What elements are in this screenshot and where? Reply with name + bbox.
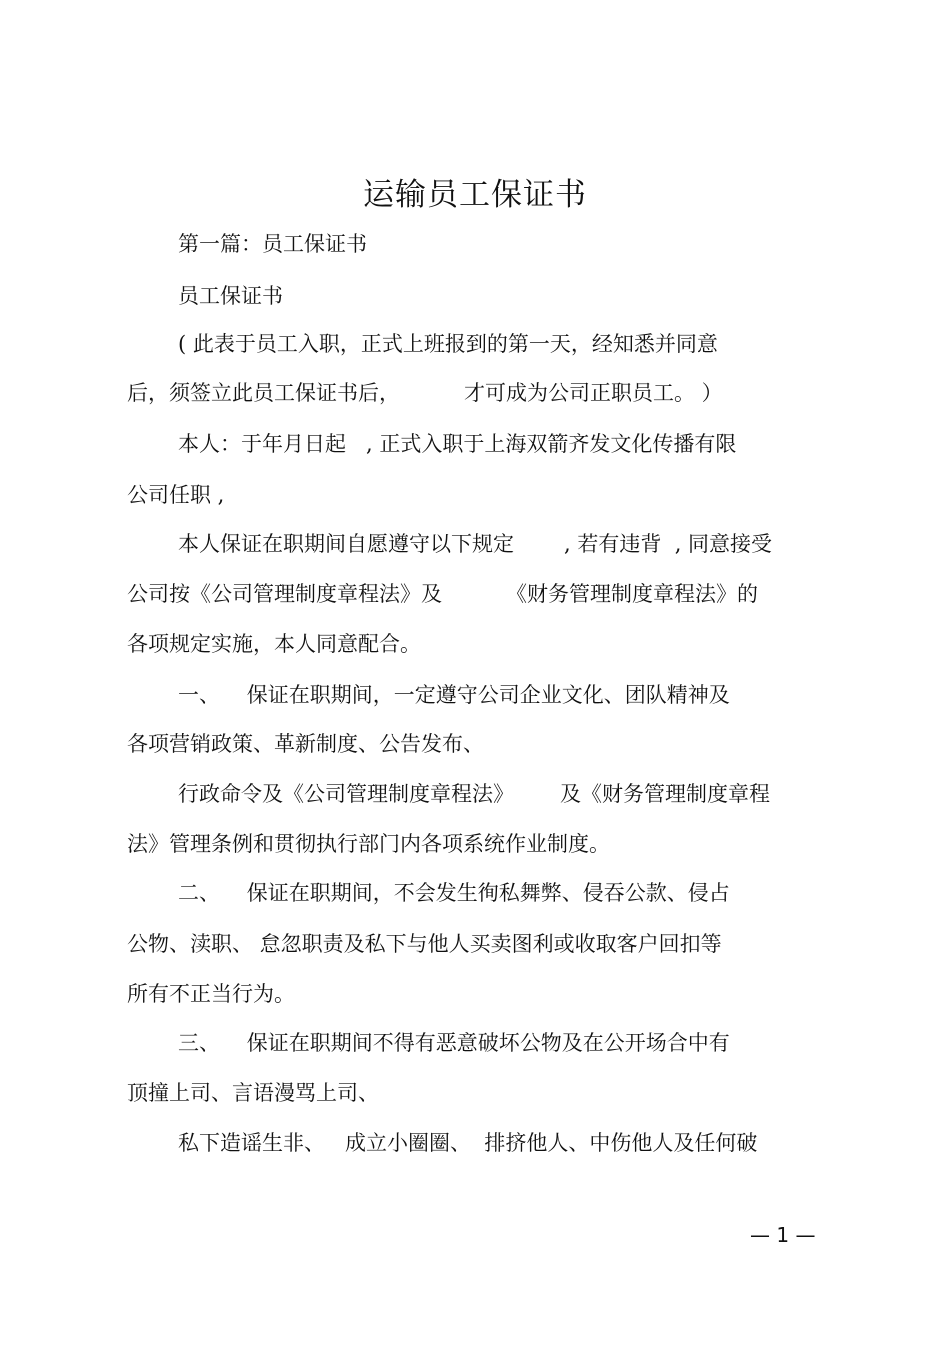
text-segment: 及《财务管理制度章程 [560,782,770,806]
text-line: 各项规定实施，本人同意配合。 [127,632,421,656]
text-line: 顶撞上司、言语漫骂上司、 [127,1081,379,1105]
clause-one: 一、 保证在职期间，一定遵守公司企业文化、团队精神及 [178,683,730,707]
text-line [178,779,770,809]
text-line: 私下造谣生非、 成立小圈圈、 排挤他人、中伤他人及任何破 [178,1131,758,1155]
text-segment: 本人保证在职期间自愿遵守以下规定 [178,532,514,556]
text-line: 所有不正当行为。 [127,982,295,1006]
text-line: 法》管理条例和贯彻执行部门内各项系统作业制度。 [127,832,610,856]
text-segment: 才可成为公司正职员工。 ） [464,381,723,405]
clause-three: 三、 保证在职期间不得有恶意破坏公物及在公开场合中有 [178,1031,730,1055]
section-heading: 员工保证书 [178,284,283,308]
text-line: ( 此表于员工入职，正式上班报到的第一天，经知悉并同意 [178,332,718,356]
text-segment: 后，须签立此员工保证书后， [127,381,400,405]
text-line [178,529,772,559]
text-segment: 公司按《公司管理制度章程法》及 [127,582,442,606]
text-segment: 《财务管理制度章程法》的 [506,582,758,606]
document-title: 运输员工保证书 [363,177,587,213]
text-line: 各项营销政策、革新制度、公告发布、 [127,732,484,756]
clause-two: 二、 保证在职期间，不会发生徇私舞弊、侵吞公款、侵占 [178,881,730,905]
text-line [127,579,758,609]
text-line [127,378,723,408]
page-number: — 1 — [750,1223,816,1247]
text-line: 公物、渎职、 怠忽职责及私下与他人买卖图利或收取客户回扣等 [127,932,722,956]
chapter-heading: 第一篇：员工保证书 [178,232,367,256]
text-segment: 行政命令及《公司管理制度章程法》 [178,782,514,806]
text-line: 本人：于年月日起 , 正式入职于上海双箭齐发文化传播有限 [178,432,737,456]
text-line: 公司任职 , [127,483,225,507]
text-segment: , 若有违背 , 同意接受 [564,532,773,556]
